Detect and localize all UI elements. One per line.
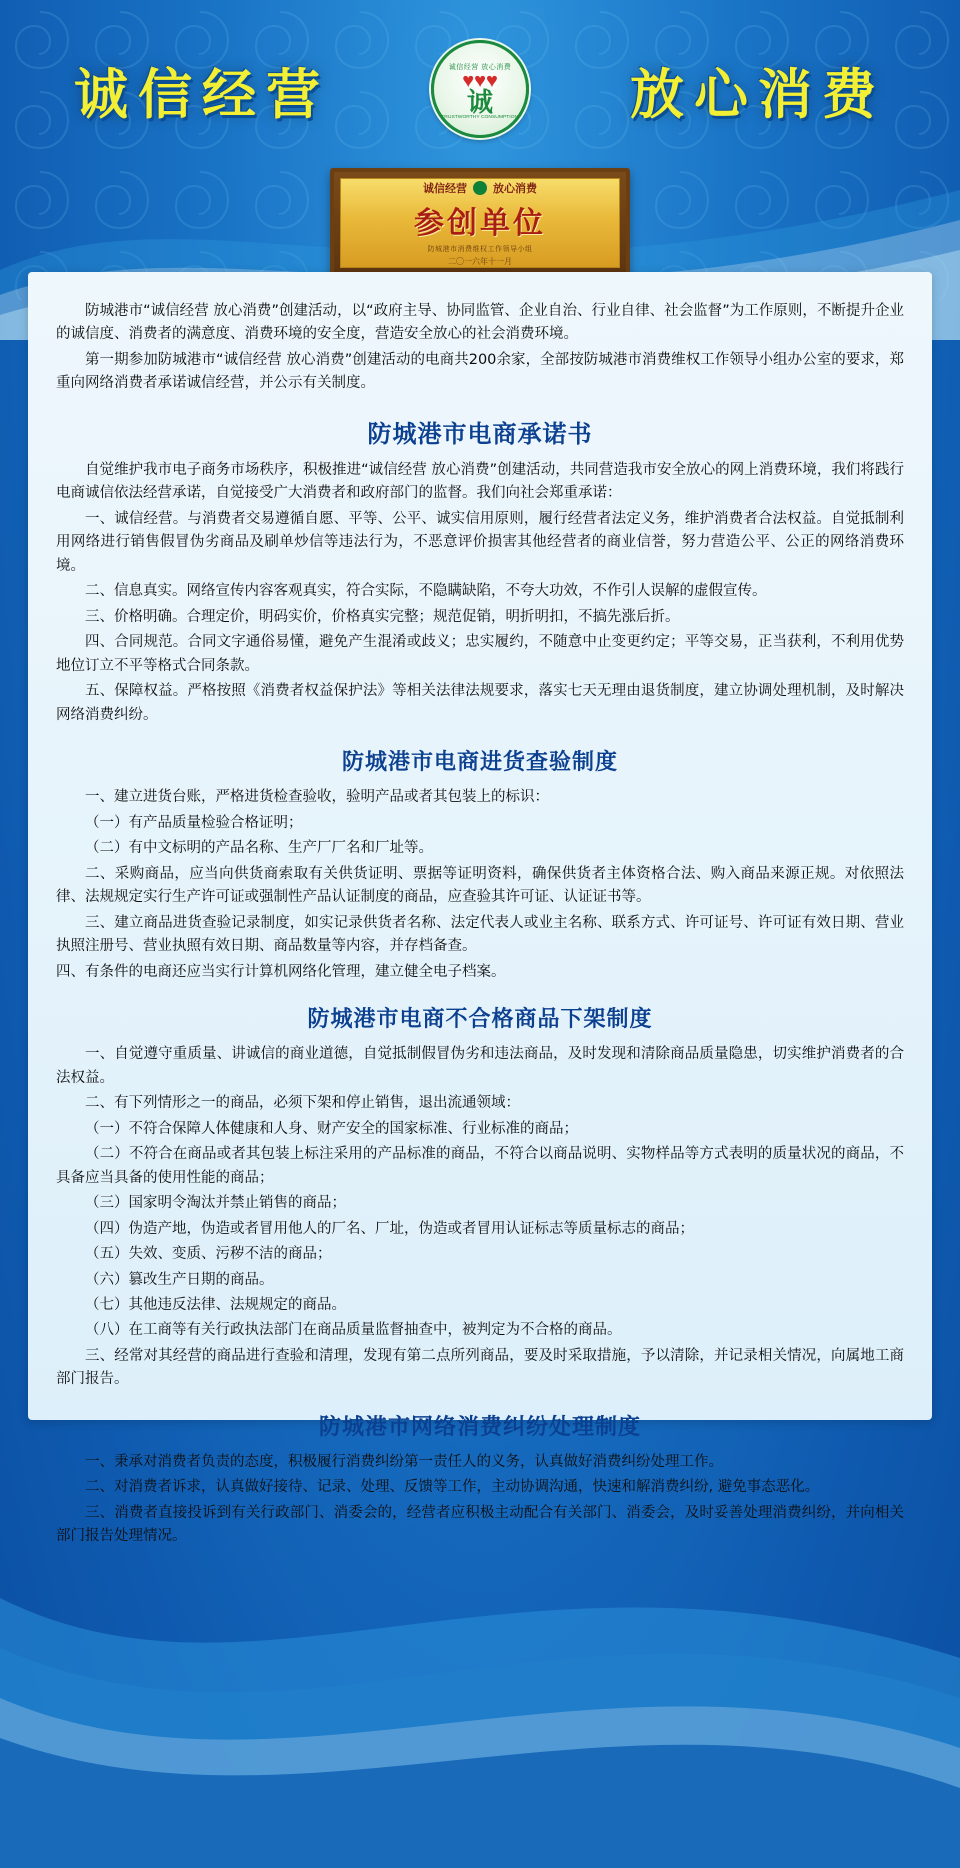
commitment-para-6: 五、保障权益。严格按照《消费者权益保护法》等相关法律法规要求，落实七天无理由退货制度，建立协调处理机制，及时解决网络消费纠纷。 bbox=[56, 683, 904, 723]
seal-icon bbox=[473, 181, 487, 195]
removal-para-4: （二）不符合在商品或者其包装上标注采用的产品标准的商品，不符合以商品说明、实物样品等方式表明的质量状况的商品，不具备应当具备的使用性能的商品； bbox=[56, 1146, 904, 1186]
removal-para-5: （三）国家明令淘汰并禁止销售的商品； bbox=[85, 1195, 346, 1212]
logo-en-text: TRUSTWORTHY CONSUMPTION bbox=[441, 114, 519, 120]
removal-para-3: （一）不符合保障人体健康和人身、财产安全的国家标准、行业标准的商品； bbox=[85, 1120, 578, 1137]
intro-paragraph-1: 防城港市“诚信经营 放心消费”创建活动，以“政府主导、协同监管、企业自治、行业自律、社会监督”为工作原则，不断提升企业的诚信度、消费者的满意度、消费环境的安全度，营造安全放心的社会消费环境。 bbox=[56, 303, 904, 343]
inspection-para-3: （二）有中文标明的产品名称、生产厂厂名和厂址等。 bbox=[85, 840, 433, 857]
section-title-dispute: 防城港市网络消费纠纷处理制度 bbox=[318, 1414, 641, 1440]
removal-para-1: 一、自觉遵守重质量、讲诚信的商业道德，自觉抵制假冒伪劣和违法商品，及时发现和清除商品质量隐患，切实维护消费者的合法权益。 bbox=[56, 1046, 904, 1086]
banner-title-left: 诚信经营 bbox=[74, 63, 330, 126]
banner bbox=[0, 0, 960, 160]
removal-para-9: （七）其他违反法律、法规规定的商品。 bbox=[85, 1296, 346, 1313]
plaque-top-line bbox=[423, 180, 537, 196]
plaque-date-text: 二〇一六年十一月 bbox=[448, 256, 512, 266]
section-title-inspection: 防城港市电商进货查验制度 bbox=[341, 750, 618, 776]
inspection-para-4: 二、采购商品，应当向供货商索取有关供货证明、票据等证明资料，确保供货者主体资格合法、购入商品来源正规。对依照法律、法规规定实行生产许可证或强制性产品认证制度的商品，应查验其许可证、认证证书等。 bbox=[56, 865, 904, 906]
intro-paragraph-2: 第一期参加防城港市“诚信经营 放心消费”创建活动的电商共200余家，全部按防城港市消费维权工作领导小组办公室的要求，郑重向网络消费者承诺诚信经营，并公示有关制度。 bbox=[56, 351, 904, 392]
removal-para-2: 二、有下列情形之一的商品，必须下架和停止销售，退出流通领域： bbox=[85, 1095, 520, 1112]
dispute-para-1: 一、秉承对消费者负责的态度，积极履行消费纠纷第一责任人的义务，认真做好消费纠纷处理工作。 bbox=[85, 1453, 723, 1470]
inspection-para-2: （一）有产品质量检验合格证明； bbox=[85, 814, 303, 831]
plaque-inner bbox=[340, 178, 620, 268]
document-body bbox=[56, 300, 904, 1553]
trust-logo-icon bbox=[431, 40, 529, 138]
commitment-para-3: 二、信息真实。网络宣传内容客观真实，符合实际，不隐瞒缺陷，不夸大功效，不作引人误解的虚假宣传。 bbox=[85, 583, 767, 600]
inspection-para-6: 四、有条件的电商还应当实行计算机网络化管理，建立健全电子档案。 bbox=[56, 963, 506, 980]
commitment-para-1: 自觉维护我市电子商务市场秩序，积极推进“诚信经营 放心消费”创建活动，共同营造我市安全放心的网上消费环境，我们将践行电商诚信依法经营承诺，自觉接受广大消费者和政府部门的监督。我们向社会郑重承诺： bbox=[56, 461, 904, 502]
plaque-main-text: 参创单位 bbox=[414, 206, 546, 240]
section-title-commitment: 防城港市电商承诺书 bbox=[367, 419, 593, 448]
logo-mark-text: 诚 bbox=[466, 87, 493, 117]
inspection-para-1: 一、建立进货台账，严格进货检查验收，验明产品或者其包装上的标识： bbox=[85, 789, 549, 806]
section-inspection bbox=[56, 745, 904, 984]
commitment-para-4: 三、价格明确。合理定价，明码实价，价格真实完整；规范促销，明折明扣，不搞先涨后折。 bbox=[85, 608, 680, 625]
removal-para-7: （五）失效、变质、污秽不洁的商品； bbox=[85, 1246, 332, 1263]
plaque-top-left: 诚信经营 bbox=[423, 182, 467, 195]
commitment-para-5: 四、合同规范。合同文字通俗易懂，避免产生混淆或歧义；忠实履约，不随意中止变更约定；平等交易，正当获利，不利用优势地位订立不平等格式合同条款。 bbox=[56, 634, 904, 674]
heart-icon: ♥♥♥ bbox=[462, 70, 498, 92]
section-title-removal: 防城港市电商不合格商品下架制度 bbox=[307, 1007, 653, 1033]
inspection-para-5: 三、建立商品进货查验记录制度，如实记录供货者名称、法定代表人或业主名称、联系方式、许可证号、许可证有效日期、营业执照注册号、营业执照有效日期、商品数量等内容，并存档备查。 bbox=[56, 914, 904, 955]
certificate-plaque bbox=[330, 168, 630, 278]
banner-title-right: 放心消费 bbox=[630, 63, 886, 126]
plaque-sub-text: 防城港市消费维权工作领导小组 bbox=[427, 245, 533, 253]
plaque-top-right: 放心消费 bbox=[493, 182, 537, 195]
removal-para-6: （四）伪造产地，伪造或者冒用他人的厂名、厂址，伪造或者冒用认证标志等质量标志的商品； bbox=[85, 1220, 694, 1237]
section-removal bbox=[56, 1002, 904, 1392]
logo-top-text: 诚信经营 放心消费 bbox=[448, 64, 512, 71]
section-commitment bbox=[56, 414, 904, 727]
intro-block bbox=[56, 300, 904, 396]
removal-para-11: 三、经常对其经营的商品进行查验和清理，发现有第二点所列商品，要及时采取措施，予以清除，并记录相关情况，向属地工商部门报告。 bbox=[56, 1347, 904, 1388]
removal-para-10: （八）在工商等有关行政执法部门在商品质量监督抽查中，被判定为不合格的商品。 bbox=[85, 1322, 622, 1339]
commitment-para-2: 一、诚信经营。与消费者交易遵循自愿、平等、公平、诚实信用原则，履行经营者法定义务，维护消费者合法权益。自觉抵制利用网络进行销售假冒伪劣商品及刷单炒信等违法行为，不恶意评价损害其他经营者的商业信誉，努力营造公平、公正的网络消费环境。 bbox=[56, 510, 904, 574]
dispute-para-3: 三、消费者直接投诉到有关行政部门、消委会的，经营者应积极主动配合有关部门、消委会，及时妥善处理消费纠纷，并向相关部门报告处理情况。 bbox=[56, 1504, 904, 1545]
removal-para-8: （六）篡改生产日期的商品。 bbox=[85, 1271, 274, 1288]
section-dispute bbox=[56, 1410, 904, 1549]
dispute-para-2: 二、对消费者诉求，认真做好接待、记录、处理、反馈等工作，主动协调沟通，快速和解消费纠纷, 避免事态恶化。 bbox=[85, 1479, 820, 1496]
